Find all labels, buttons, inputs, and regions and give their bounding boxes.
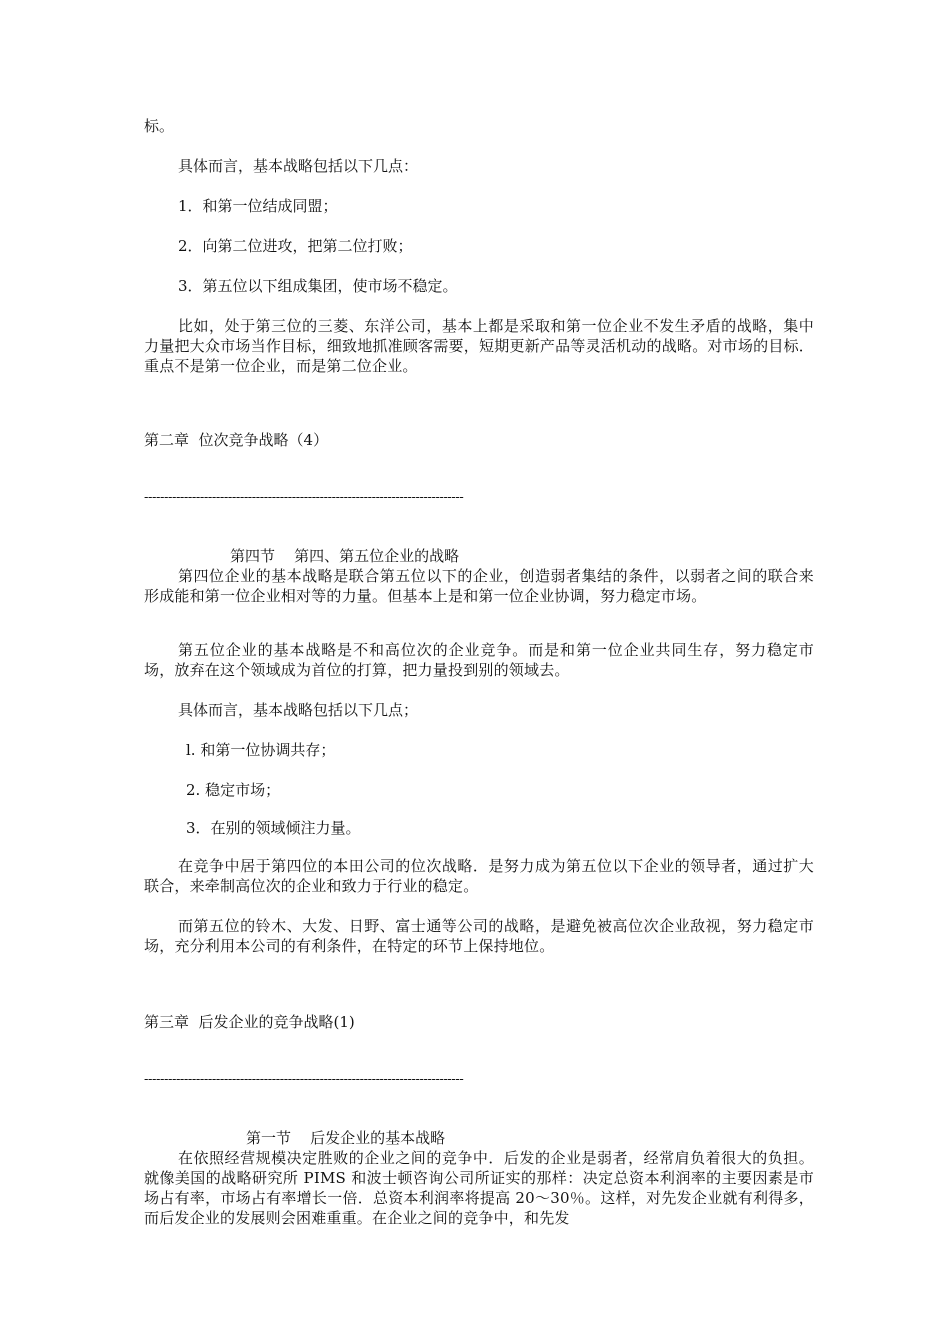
chapter2-item-3: 3．在别的领域倾注力量。: [186, 819, 361, 837]
chapter3-section-title: 第一节 后发企业的基本战略: [246, 1129, 446, 1147]
section1-item-3: 3．第五位以下组成集团，使市场不稳定。: [178, 277, 458, 295]
section1-item-2: 2．向第二位进攻，把第二位打败；: [178, 237, 413, 255]
chapter2-paragraph-3: 在竞争中居于第四位的本田公司的位次战略．是努力成为第五位以下企业的领导者，通过扩大联合，来牵制高位次的企业和致力于行业的稳定。: [144, 857, 814, 895]
chapter3-title: 第三章 后发企业的竞争战略(1): [144, 1013, 355, 1031]
chapter2-section-title: 第四节 第四、第五位企业的战略: [230, 547, 460, 565]
chapter2-item-1: l. 和第一位协调共存；: [186, 741, 336, 759]
chapter3-separator: --------------------------------------------------------------------------------: [144, 1072, 464, 1087]
chapter2-item-2: 2. 稳定市场；: [186, 781, 281, 799]
section1-intro: 具体而言，基本战略包括以下几点：: [178, 157, 419, 175]
chapter2-paragraph-4: 而第五位的铃木、大发、日野、富士通等公司的战略，是避免被高位次企业敌视，努力稳定市场，充分利用本公司的有利条件，在特定的环节上保持地位。: [144, 917, 814, 955]
chapter2-paragraph-2: 第五位企业的基本战略是不和高位次的企业竞争。而是和第一位企业共同生存，努力稳定市场，放弃在这个领域成为首位的打算，把力量投到别的领域去。: [144, 641, 814, 679]
chapter2-title: 第二章 位次竞争战略（4）: [144, 431, 329, 449]
section1-example-paragraph: 比如，处于第三位的三菱、东洋公司，基本上都是采取和第一位企业不发生矛盾的战略，集中力量把大众市场当作目标，细致地抓准顾客需要，短期更新产品等灵活机动的战略。对市场的目标．重点不是第一位企业，而是第二位企业。: [144, 317, 814, 375]
chapter2-intro: 具体而言，基本战略包括以下几点；: [178, 701, 419, 719]
chapter3-paragraph-1: 在依照经营规模决定胜败的企业之间的竞争中．后发的企业是弱者，经常肩负着很大的负担。就像美国的战略研究所 PIMS 和波士顿咨询公司所证实的那样：决定总资本利润率的主要因素是市场占有率，市场占有率增长一倍．总资本利润率将提高 20～30％。这样，对先发企业就有利得多，而后发企业的发展则会困难重重。在企业之间的竞争中，和先发: [144, 1149, 814, 1227]
top-fragment: 标。: [144, 117, 175, 135]
chapter2-paragraph-1: 第四位企业的基本战略是联合第五位以下的企业，创造弱者集结的条件，以弱者之间的联合来形成能和第一位企业相对等的力量。但基本上是和第一位企业协调，努力稳定市场。: [144, 567, 814, 605]
section1-item-1: 1．和第一位结成同盟；: [178, 197, 338, 215]
chapter2-separator: --------------------------------------------------------------------------------: [144, 490, 464, 505]
